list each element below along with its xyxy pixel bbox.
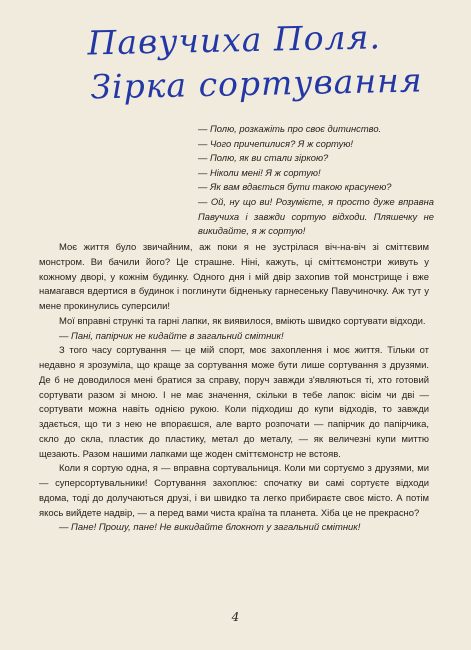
epigraph-line: — Ой, ну що ви! Розумієте, я просто дуже вправна Павучиха і завжди сортую відходи. Пляшечку не викидайте, я ж сортую! [198,195,434,237]
body-text [39,241,429,536]
page-number: 4 [231,610,240,624]
body-paragraph: Коли я сортую одна, я — вправна сортувальниця. Коли ми сортуємо з друзями, ми — суперсортувальники! Сортування захоплює: спочатку ви самі сортуєте відходи вдома, тоді до долучаються друзі, і ви швидко та легко прибираєте своє місто. А потім якось вийдете надвір, — а перед вами чиста країна та планета. Хіба це не прекрасно? [39,463,429,519]
epigraph-line: — Чого причепилися? Я ж сортую! [198,137,353,149]
body-paragraph: Моє життя було звичайним, аж поки я не зустрілася віч-на-віч зі сміттєвим монстром. Ви бачили його? Це страшне. Ніні, кажуть, ці сміттємонстри живуть у кожному дворі, у кожнім будинку. Одного дня і мій двір захопив той монстрище і вже намагався вдертися в будинок і поглинути бідненьку гарнесеньку Павучиночку. Аж тут у мене прокинулись суперсили! [39,242,429,312]
body-paragraph-dialogue: — Пані, папірчик не кидайте в загальний смітник! [59,330,284,342]
chapter-title [87,15,424,110]
body-paragraph-dialogue: — Пане! Прошу, пане! Не викидайте блокнот у загальний смітник! [59,522,361,534]
epigraph-line: — Ніколи мені! Я ж сортую! [198,166,321,178]
chapter-title-line-2: Зірка сортування [90,60,424,107]
epigraph-line: — Полю, як ви стали зіркою? [198,152,329,164]
epigraph-line: — Як вам вдається бути такою красунею? [198,181,392,193]
body-paragraph: Мої вправні стрункі та гарні лапки, як виявилося, вміють швидко сортувати відходи. [59,315,426,327]
body-paragraph: З того часу сортування — це мій спорт, моє захоплення і моє життя. Тільки от недавно я зрозуміла, що краще за сортування може бути лише сортування з друзями. Де б не доводилося мені братися за справу, поруч завжди з'являються ті, хто готовий сортувати разом зі мною. І не має значення, скільки в тебе лапок: вісім чи дві — сортувати можна навіть однією рукою. Коли підходиш до купи відходів, то завжди здається, що ти з нею не впораєшся, але варто розпочати — папірчик до папірчика, скло до скла, пластик до пластику, метал до металу, — як величезні купи миттю щезають. Разом нашими лапками ще жоден сміттємонстр не встояв. [39,345,429,460]
epigraph-line: — Полю, розкажіть про своє дитинство. [198,123,382,134]
chapter-title-line-1: Павучиха Поля. [87,17,382,63]
epigraph-dialogue [198,122,434,239]
